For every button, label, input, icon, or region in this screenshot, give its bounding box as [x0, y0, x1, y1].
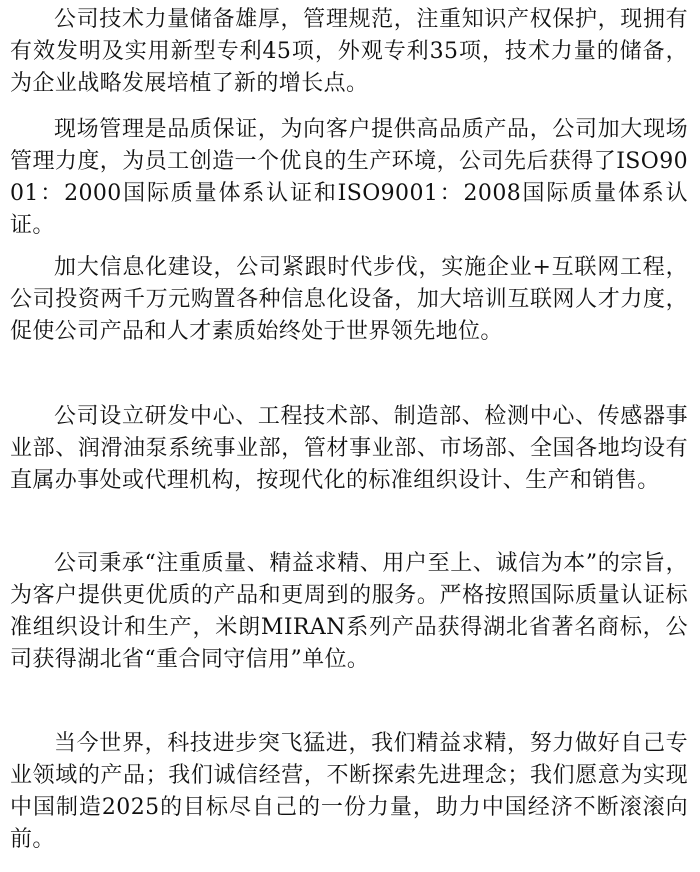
paragraph-informatization: 加大信息化建设，公司紧跟时代步伐，实施企业+互联网工程，公司投资两千万元购置各种信息化设备，加大培训互联网人才力度，促使公司产品和人才素质始终处于世界领先地位。: [10, 255, 688, 344]
paragraph-site-management: 现场管理是品质保证，为向客户提供高品质产品，公司加大现场管理力度，为员工创造一个优良的生产环境，公司先后获得了ISO9001：2000国际质量体系认证和ISO9001：2008国际质量体系认证。: [10, 117, 688, 238]
paragraph-quality-tenet: 公司秉承“注重质量、精益求精、用户至上、诚信为本”的宗旨，为客户提供更优质的产品和更周到的服务。严格按照国际质量认证标准组织设计和生产，米朗MIRAN系列产品获得湖北省著名商标，公司获得湖北省“重合同守信用”单位。: [10, 551, 688, 672]
paragraph-outlook: 当今世界，科技进步突飞猛进，我们精益求精，努力做好自己专业领域的产品；我们诚信经营，不断探索先进理念；我们愿意为实现中国制造2025的目标尽自己的一份力量，助力中国经济不断滚滚向前。: [10, 731, 688, 852]
paragraph-technical-strength: 公司技术力量储备雄厚，管理规范，注重知识产权保护，现拥有有效发明及实用新型专利45项，外观专利35项，技术力量的储备，为企业战略发展培植了新的增长点。: [10, 7, 688, 96]
paragraph-departments: 公司设立研发中心、工程技术部、制造部、检测中心、传感器事业部、润滑油泵系统事业部，管材事业部、市场部、全国各地均设有直属办事处或代理机构，按现代化的标准组织设计、生产和销售。: [10, 404, 688, 493]
